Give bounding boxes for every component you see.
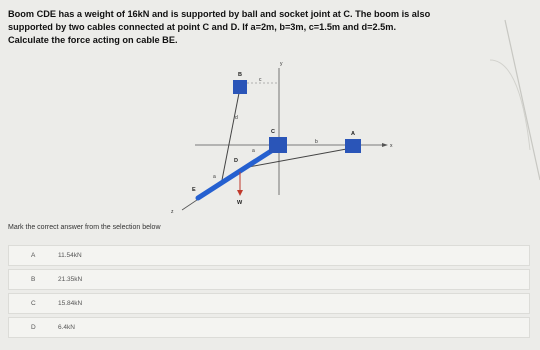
instruction-text: Mark the correct answer from the selection below bbox=[8, 224, 161, 231]
option-letter: D bbox=[31, 324, 36, 331]
label-c-joint: C bbox=[271, 129, 275, 135]
label-a-dim-bottom: a bbox=[213, 174, 216, 180]
cable-be bbox=[222, 88, 240, 180]
option-text: 11.54kN bbox=[58, 252, 82, 259]
option-letter: C bbox=[31, 300, 36, 307]
option-b[interactable] bbox=[8, 269, 530, 290]
label-a-dim-top: a bbox=[252, 148, 255, 154]
question-line-2: supported by two cables connected at point C and D. If a=2m, b=3m, c=1.5m and d=2.5m. bbox=[8, 22, 397, 32]
label-x: x bbox=[390, 143, 393, 149]
option-text: 6.4kN bbox=[58, 324, 75, 331]
option-d[interactable] bbox=[8, 317, 530, 338]
label-z: z bbox=[171, 209, 174, 215]
label-d-point: D bbox=[234, 158, 238, 164]
label-w: W bbox=[237, 200, 243, 206]
option-text: 21.35kN bbox=[58, 276, 83, 283]
question-line-1: Boom CDE has a weight of 16kN and is supported by ball and socket joint at C. The boom is also bbox=[8, 9, 431, 19]
label-e-point: E bbox=[192, 187, 196, 193]
label-a-point: A bbox=[351, 131, 355, 137]
x-axis-arrow-icon bbox=[382, 143, 388, 147]
question-line-3: Calculate the force acting on cable BE. bbox=[8, 35, 178, 45]
support-block-c bbox=[269, 137, 287, 153]
label-y: y bbox=[280, 61, 283, 67]
label-d-dim: d bbox=[235, 115, 238, 121]
option-letter: B bbox=[31, 276, 36, 283]
label-c-dim: c bbox=[259, 77, 262, 83]
weight-arrow-icon bbox=[237, 190, 243, 196]
option-letter: A bbox=[31, 252, 36, 259]
background-stroke bbox=[505, 20, 540, 180]
label-b: B bbox=[238, 72, 242, 78]
option-c[interactable] bbox=[8, 293, 530, 314]
label-b-dim: b bbox=[315, 139, 318, 145]
support-block-b bbox=[233, 80, 247, 94]
option-a[interactable] bbox=[8, 245, 530, 266]
answer-options bbox=[8, 245, 530, 341]
support-block-a bbox=[345, 139, 361, 153]
option-text: 15.84kN bbox=[58, 300, 83, 307]
